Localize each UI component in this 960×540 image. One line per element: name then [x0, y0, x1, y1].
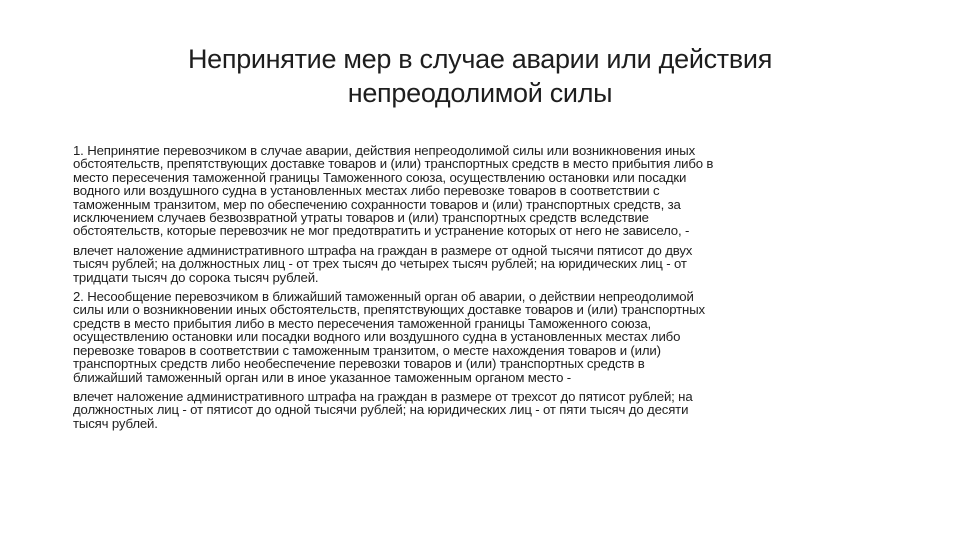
text-line: таможенным транзитом, мер по обеспечению сохранности товаров и (или) транспортных средств, за: [73, 196, 681, 212]
text-line: обстоятельств, которые перевозчик не мог предотвратить и устранение которых от него не зависело, -: [73, 223, 690, 239]
text-line: водного или воздушного судна в установленных местах либо перевозке товаров в соответствии с: [73, 183, 660, 199]
text-line: влечет наложение административного штрафа на граждан в размере от одной тысячи пятисот до двух: [73, 242, 693, 258]
text-line: место пересечения таможенной границы Таможенного союза, осуществлению остановки или посадки: [73, 169, 687, 185]
text-line: ближайший таможенный орган или в иное указанное таможенным органом место -: [73, 369, 572, 385]
text-line: средств в место прибытия либо в место пересечения таможенной границы Таможенного союза,: [73, 315, 652, 331]
slide-title-line-1: Непринятие мер в случае аварии или действия: [187, 44, 773, 74]
text-line: исключением случаев безвозвратной утраты товаров и (или) транспортных средств вследствие: [73, 210, 649, 226]
paragraph-2: [73, 244, 893, 284]
text-line: тридцати тысяч до сорока тысяч рублей.: [73, 269, 319, 285]
text-line: тысяч рублей; на должностных лиц - от трех тысяч до четырех тысяч рублей; на юридических лиц - от: [73, 256, 687, 272]
text-line: обстоятельств, препятствующих доставке товаров и (или) транспортных средств в место прибытия либо в: [73, 156, 714, 172]
paragraph-1: [73, 144, 893, 238]
paragraph-3: [73, 290, 893, 384]
text-line: перевозке товаров в соответствии с таможенным транзитом, о месте нахождения товаров и (или): [73, 342, 661, 358]
text-line: силы или о возникновении иных обстоятельств, препятствующих доставке товаров и (или) транспортных: [73, 302, 705, 318]
slide-title: [120, 42, 840, 110]
slide-body: [73, 144, 893, 436]
text-line: 2. Несообщение перевозчиком в ближайший таможенный орган об аварии, о действии непреодолимой: [73, 289, 694, 305]
paragraph-4: [73, 390, 893, 430]
text-line: 1. Непринятие перевозчиком в случае аварии, действия непреодолимой силы или возникновения иных: [73, 143, 696, 158]
text-line: осуществлению остановки или посадки водного или воздушного судна в установленных местах либо: [73, 329, 681, 345]
slide-title-line-2: непреодолимой силы: [347, 78, 613, 108]
text-line: влечет наложение административного штрафа на граждан в размере от трехсот до пятисот рублей; на: [73, 388, 693, 404]
text-line: тысяч рублей.: [73, 415, 158, 431]
text-line: транспортных средств либо необеспечение перевозки товаров и (или) транспортных средств в: [73, 356, 645, 372]
text-line: должностных лиц - от пятисот до одной тысячи рублей; на юридических лиц - от пяти тысяч до десяти: [73, 402, 689, 418]
